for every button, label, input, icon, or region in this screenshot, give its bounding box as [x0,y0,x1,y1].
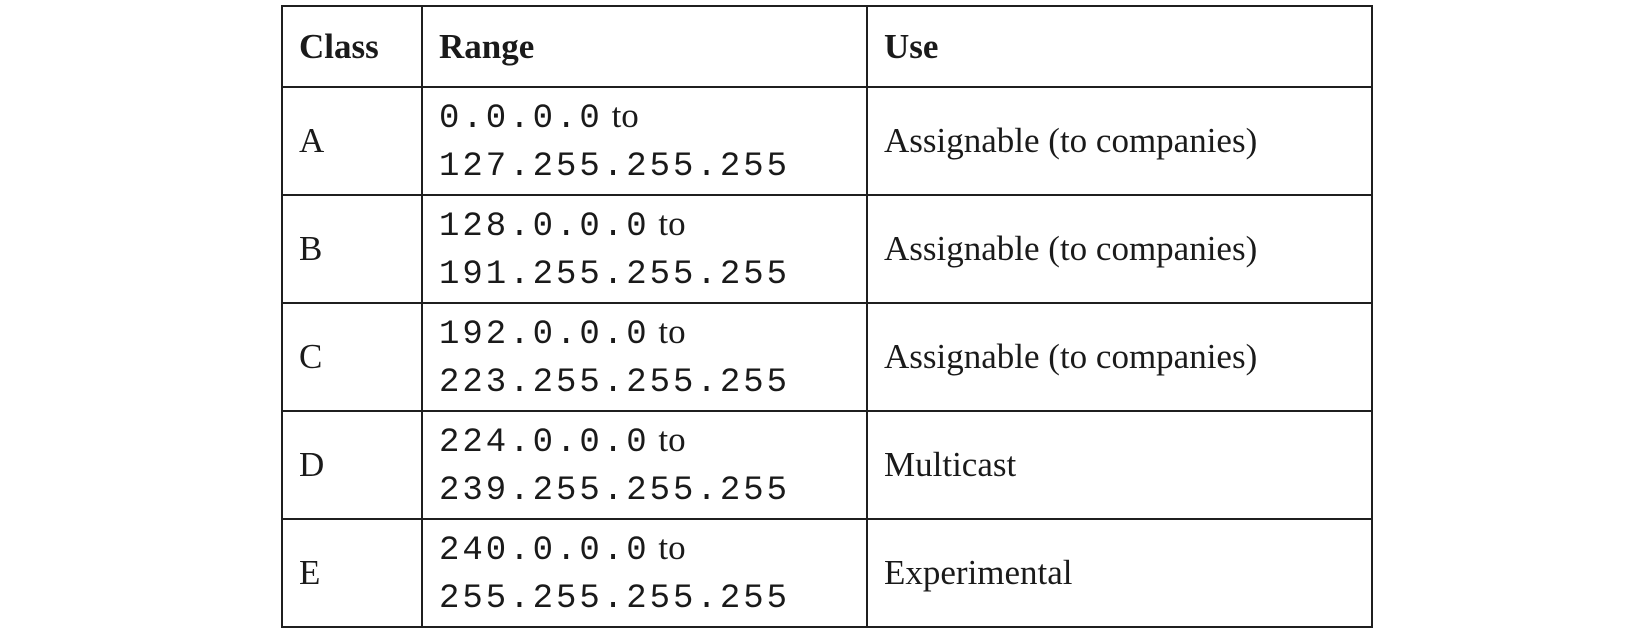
cell-use: Multicast [867,411,1372,519]
cell-range [422,303,867,411]
cell-range [422,87,867,195]
range-end: 127.255.255.255 [439,147,791,186]
range-start-line [439,416,850,467]
cell-use: Assignable (to companies) [867,195,1372,303]
range-end: 239.255.255.255 [439,471,791,510]
cell-range [422,411,867,519]
table-body [282,87,1372,627]
cell-class: A [282,87,422,195]
range-start-line [439,308,850,359]
range-start: 224.0.0.0 [439,423,650,462]
cell-use: Assignable (to companies) [867,303,1372,411]
header-row [282,6,1372,87]
range-connector: to [611,95,639,135]
range-end: 255.255.255.255 [439,579,791,618]
range-start-line [439,524,850,575]
cell-class: C [282,303,422,411]
range-connector: to [658,419,686,459]
range-connector: to [658,311,686,351]
cell-class: D [282,411,422,519]
range-connector: to [658,527,686,567]
table-row-class-a [282,87,1372,195]
cell-class: B [282,195,422,303]
table-row-class-e [282,519,1372,627]
range-start: 240.0.0.0 [439,531,650,570]
range-connector: to [658,203,686,243]
range-end: 223.255.255.255 [439,363,791,402]
range-start-line [439,92,850,143]
header-class: Class [282,6,422,87]
header-range: Range [422,6,867,87]
cell-range [422,519,867,627]
table-row-class-d [282,411,1372,519]
range-end: 191.255.255.255 [439,255,791,294]
range-start: 128.0.0.0 [439,207,650,246]
table-row-class-b [282,195,1372,303]
cell-use: Experimental [867,519,1372,627]
header-use: Use [867,6,1372,87]
range-start: 0.0.0.0 [439,99,603,138]
cell-class: E [282,519,422,627]
table-row-class-c [282,303,1372,411]
cell-range [422,195,867,303]
cell-use: Assignable (to companies) [867,87,1372,195]
range-start: 192.0.0.0 [439,315,650,354]
range-start-line [439,200,850,251]
table-header [282,6,1372,87]
ip-address-class-table [281,5,1373,628]
